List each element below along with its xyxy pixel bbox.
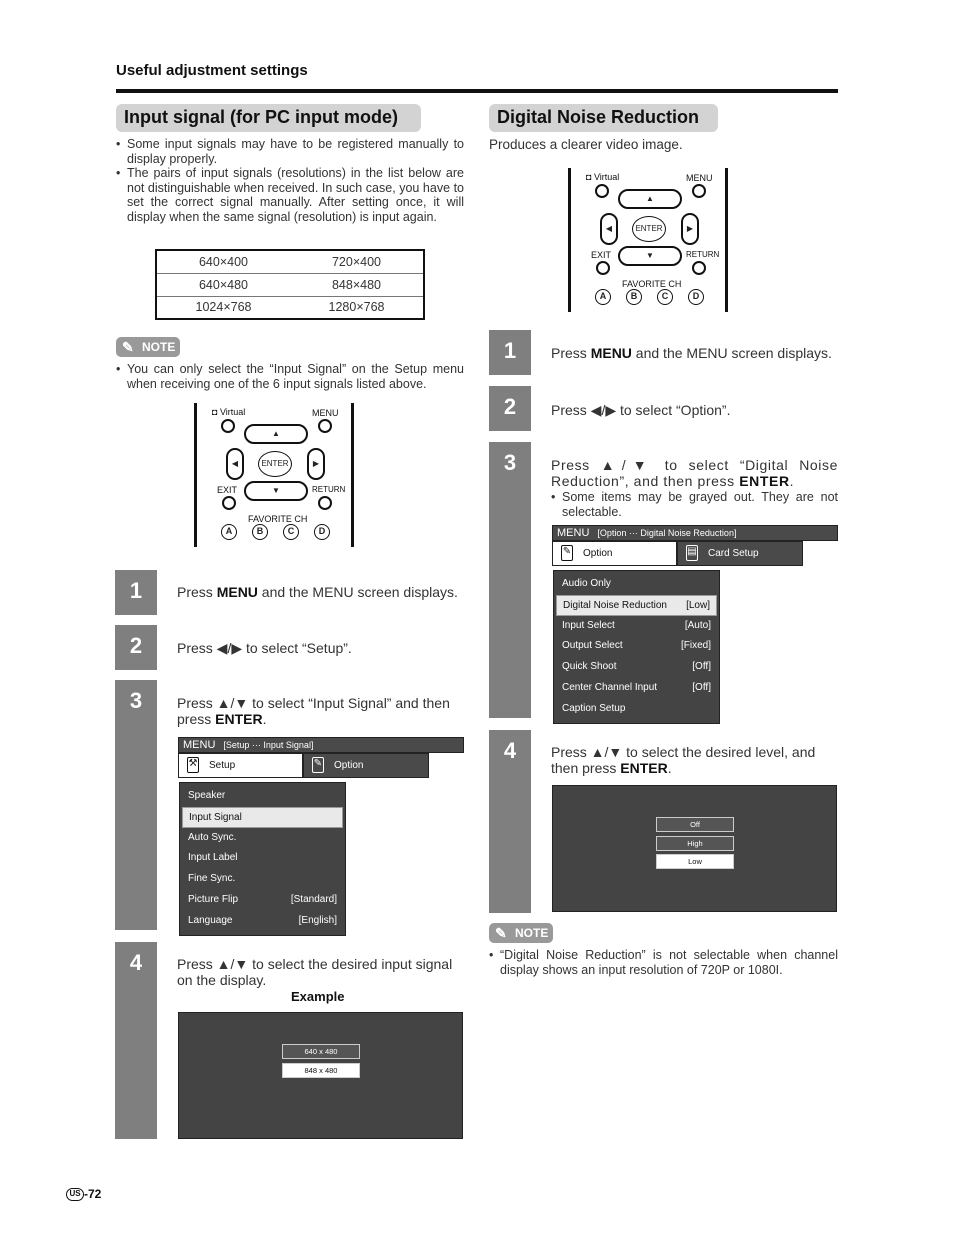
remote-edge: [568, 168, 571, 312]
note-label: NOTE: [142, 340, 176, 354]
exit-label: EXIT: [591, 250, 612, 260]
up-button[interactable]: ▲: [244, 424, 308, 444]
return-label: RETURN: [312, 485, 346, 494]
fav-a-button[interactable]: A: [595, 289, 611, 305]
exit-label: EXIT: [217, 485, 238, 495]
bullet: • The pairs of input signals (resolutions) in the list below are not distinguishable when received. In such case, you have to set the correct signal manually. After setting once, it will display when the same signal (resolution) is input again.: [116, 166, 464, 224]
us-region-icon: US: [66, 1188, 84, 1201]
menu-item-fine-sync[interactable]: Fine Sync.: [188, 873, 236, 885]
left-button[interactable]: ◀: [226, 448, 244, 480]
fav-b-button[interactable]: B: [626, 289, 642, 305]
virtual-label: ◘ Virtual: [586, 172, 620, 182]
favorite-ch-label: FAVORITE CH: [622, 279, 682, 289]
fav-b-button[interactable]: B: [252, 524, 268, 540]
down-button[interactable]: ▼: [618, 246, 682, 266]
step-text: Press ▲/▼ to select “Digital Noise Reduction”, and then press ENTER.: [551, 457, 838, 489]
down-button[interactable]: ▼: [244, 481, 308, 501]
menu-label: MENU: [686, 173, 713, 183]
fav-c-button[interactable]: C: [283, 524, 299, 540]
menu-label: MENU: [557, 527, 590, 539]
left-button[interactable]: ◀: [600, 213, 618, 245]
step-bar: [489, 442, 531, 718]
signal-option[interactable]: 640 x 480: [282, 1044, 360, 1059]
step-number: 3: [129, 688, 143, 713]
menu-tabs: [178, 753, 429, 778]
right-button[interactable]: ▶: [307, 448, 325, 480]
table-cell: 640×480: [156, 273, 290, 296]
menu-path: [Option ··· Digital Noise Reduction]: [597, 528, 737, 538]
bullet: • Some input signals may have to be registered manually to display properly.: [116, 137, 464, 166]
menu-item-caption-setup[interactable]: Caption Setup: [562, 702, 626, 714]
dnr-title: Digital Noise Reduction: [489, 104, 718, 132]
tab-option[interactable]: ✎ Option: [552, 541, 677, 566]
menu-item-picture-flip[interactable]: Picture Flip [Standard]: [188, 893, 337, 905]
step-bar: [115, 680, 157, 930]
return-label: RETURN: [686, 250, 720, 259]
pencil-icon: ✎: [122, 339, 134, 355]
step-number: 3: [503, 450, 517, 475]
section-header: Useful adjustment settings: [116, 62, 308, 79]
tab-card-setup[interactable]: ▤ Card Setup: [677, 541, 803, 566]
step-text: Press ▲/▼ to select the desired input signal on the display.: [177, 956, 453, 988]
remote-diagram: [194, 403, 358, 547]
menu-item-output-select[interactable]: Output Select [Fixed]: [562, 640, 711, 652]
menu-label: MENU: [183, 739, 216, 751]
step-text: Press ◀/▶ to select “Option”.: [551, 402, 731, 418]
note-bullets: [489, 948, 838, 977]
step-number: 1: [129, 578, 143, 603]
bullet: • “Digital Noise Reduction” is not selectable when channel display shows an input resolution of 720P or 1080I.: [489, 948, 838, 977]
menu-item-center-channel-input[interactable]: Center Channel Input [Off]: [562, 681, 711, 693]
step-number: 1: [503, 338, 517, 363]
fav-d-button[interactable]: D: [314, 524, 330, 540]
step-number: 4: [129, 950, 143, 975]
table-cell: 720×400: [290, 250, 424, 273]
resolution-table: [155, 249, 425, 320]
menu-button[interactable]: [318, 419, 332, 433]
example-label: Example: [291, 989, 345, 1004]
menu-bar: [178, 737, 464, 753]
enter-button[interactable]: ENTER: [632, 216, 666, 242]
step-text: Press MENU and the MENU screen displays.: [551, 345, 832, 361]
menu-item-input-select[interactable]: Input Select [Auto]: [562, 619, 711, 631]
menu-item-quick-shoot[interactable]: Quick Shoot [Off]: [562, 661, 711, 673]
level-option-off[interactable]: Off: [656, 817, 734, 832]
exit-button[interactable]: [596, 261, 610, 275]
pencil-icon: ✎: [495, 925, 507, 941]
step-text: Press ▲/▼ to select “Input Signal” and then press ENTER.: [177, 695, 450, 727]
step3-bullets: [551, 490, 838, 519]
note-badge: [489, 923, 553, 943]
menu-path: [Setup ··· Input Signal]: [223, 740, 314, 750]
remote-edge: [725, 168, 728, 312]
setup-icon: ⚒: [187, 757, 199, 773]
table-cell: 1024×768: [195, 300, 252, 315]
input-signal-title: Input signal (for PC input mode): [116, 104, 421, 132]
fav-a-button[interactable]: A: [221, 524, 237, 540]
menu-item-auto-sync[interactable]: Auto Sync.: [188, 831, 237, 843]
bullet: • Some items may be grayed out. They are not selectable.: [551, 490, 838, 519]
tab-setup[interactable]: ⚒ Setup: [178, 753, 303, 778]
note-label: NOTE: [515, 926, 549, 940]
table-cell: 848×480: [290, 273, 424, 296]
menu-item-audio-only[interactable]: Audio Only: [562, 578, 611, 589]
header-rule: [116, 89, 838, 93]
level-option-low[interactable]: Low: [656, 854, 734, 869]
table-row: [156, 296, 424, 319]
menu-item-speaker[interactable]: Speaker: [188, 790, 226, 801]
bullet: • You can only select the “Input Signal” on the Setup menu when receiving one of the 6 input signals listed above.: [116, 362, 464, 391]
note-badge: [116, 337, 180, 357]
menu-label: MENU: [312, 408, 339, 418]
signal-option[interactable]: 848 x 480: [282, 1063, 360, 1078]
menu-item-input-signal[interactable]: Input Signal: [182, 807, 343, 828]
page-number: US -72: [66, 1187, 101, 1201]
menu-item-language[interactable]: Language [English]: [188, 914, 337, 926]
menu-bar: [552, 525, 838, 541]
exit-button[interactable]: [222, 496, 236, 510]
remote-diagram: [568, 168, 732, 312]
table-cell: 1280×768: [328, 300, 385, 315]
example-screen: [178, 1012, 463, 1139]
remote-edge: [351, 403, 354, 547]
input-signal-bullets: [116, 137, 464, 225]
menu-item-input-label[interactable]: Input Label: [188, 852, 238, 864]
step-number: 4: [503, 738, 517, 763]
level-option-high[interactable]: High: [656, 836, 734, 851]
card-icon: ▤: [686, 545, 698, 561]
remote-edge: [194, 403, 197, 547]
return-button[interactable]: [318, 496, 332, 510]
step-text: Press ◀/▶ to select “Setup”.: [177, 640, 352, 656]
return-button[interactable]: [692, 261, 706, 275]
menu-item-digital-noise-reduction[interactable]: Digital Noise Reduction [Low]: [556, 595, 717, 616]
option-icon: ✎: [312, 757, 324, 773]
table-cell: 640×400: [156, 250, 290, 273]
option-icon: ✎: [561, 545, 573, 561]
dolby-icon: ◘: [212, 407, 218, 417]
virtual-label: ◘ Virtual: [212, 407, 246, 417]
step-number: 2: [503, 394, 517, 419]
option-menu-list: [553, 570, 720, 724]
dnr-intro: Produces a clearer video image.: [489, 137, 683, 152]
step-text: Press MENU and the MENU screen displays.: [177, 584, 458, 600]
fav-d-button[interactable]: D: [688, 289, 704, 305]
virtual-button[interactable]: [221, 419, 235, 433]
enter-button[interactable]: ENTER: [258, 451, 292, 477]
note-bullets: [116, 362, 464, 391]
right-button[interactable]: ▶: [681, 213, 699, 245]
virtual-button[interactable]: [595, 184, 609, 198]
favorite-ch-label: FAVORITE CH: [248, 514, 308, 524]
menu-tabs: [552, 541, 803, 566]
tab-option[interactable]: ✎ Option: [303, 753, 429, 778]
dolby-icon: ◘: [586, 172, 592, 182]
table-row: [156, 250, 424, 273]
level-screen: [552, 785, 837, 912]
up-button[interactable]: ▲: [618, 189, 682, 209]
step-text: Press ▲/▼ to select the desired level, and then press ENTER.: [551, 744, 816, 776]
fav-c-button[interactable]: C: [657, 289, 673, 305]
table-row: [156, 273, 424, 296]
menu-button[interactable]: [692, 184, 706, 198]
step-number: 2: [129, 633, 143, 658]
setup-menu-list: [179, 782, 346, 936]
